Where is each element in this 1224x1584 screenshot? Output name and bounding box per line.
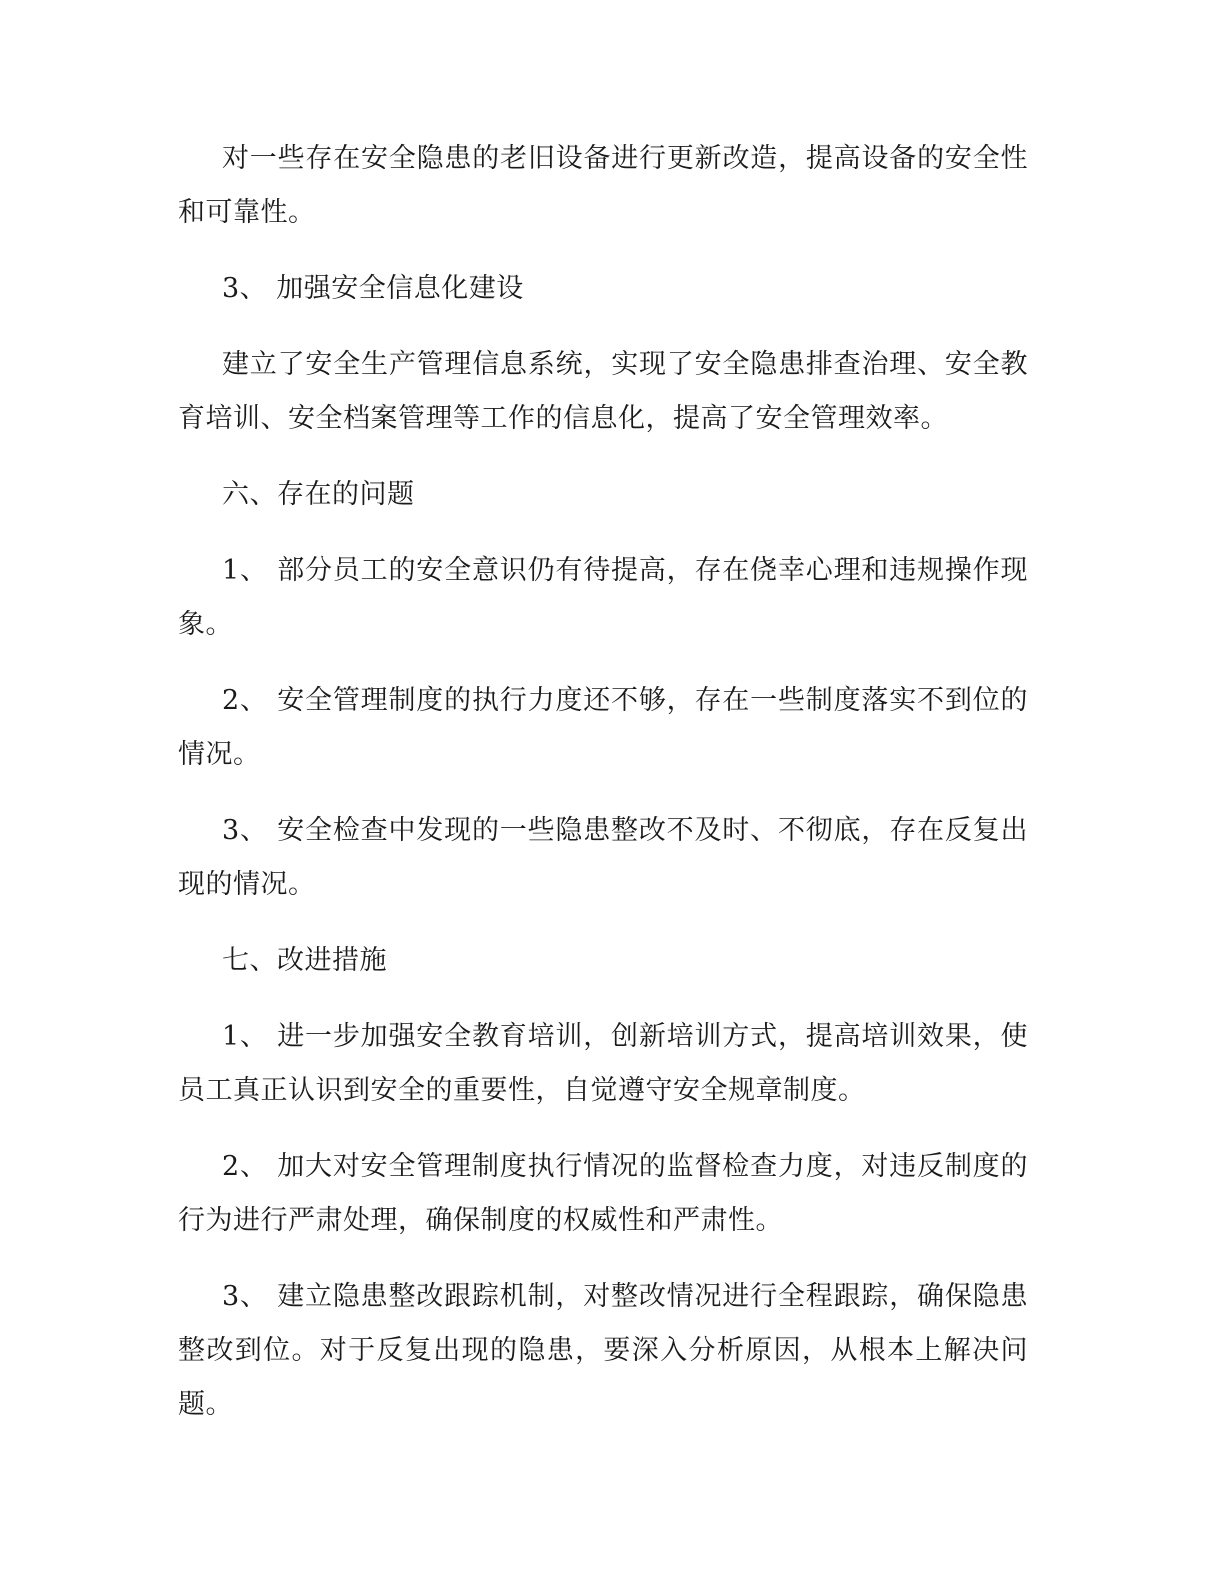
improvement-item-2: 2、 加大对安全管理制度执行情况的监督检查力度，对违反制度的行为进行严肃处理，确保制度的权威性和严肃性。 (178, 1151, 1028, 1236)
improvement-item-3: 3、 建立隐患整改跟踪机制，对整改情况进行全程跟踪，确保隐患整改到位。对于反复出现的隐患，要深入分析原因，从根本上解决问题。 (178, 1281, 1028, 1420)
paragraph-equipment-upgrade: 对一些存在安全隐患的老旧设备进行更新改造，提高设备的安全性和可靠性。 (178, 143, 1028, 228)
heading-info-construction: 3、 加强安全信息化建设 (222, 273, 524, 304)
problem-item-2: 2、 安全管理制度的执行力度还不够，存在一些制度落实不到位的情况。 (178, 685, 1028, 770)
section-heading-improvements: 七、改进措施 (222, 945, 387, 976)
section-heading-problems: 六、存在的问题 (222, 479, 415, 510)
problem-item-1: 1、 部分员工的安全意识仍有待提高，存在侥幸心理和违规操作现象。 (178, 555, 1028, 640)
paragraph-info-system: 建立了安全生产管理信息系统，实现了安全隐患排查治理、安全教育培训、安全档案管理等工作的信息化，提高了安全管理效率。 (178, 349, 1028, 434)
improvement-item-1: 1、 进一步加强安全教育培训，创新培训方式，提高培训效果，使员工真正认识到安全的重要性，自觉遵守安全规章制度。 (178, 1021, 1028, 1106)
document-body (178, 132, 1028, 1454)
problem-item-3: 3、 安全检查中发现的一些隐患整改不及时、不彻底，存在反复出现的情况。 (178, 815, 1028, 900)
